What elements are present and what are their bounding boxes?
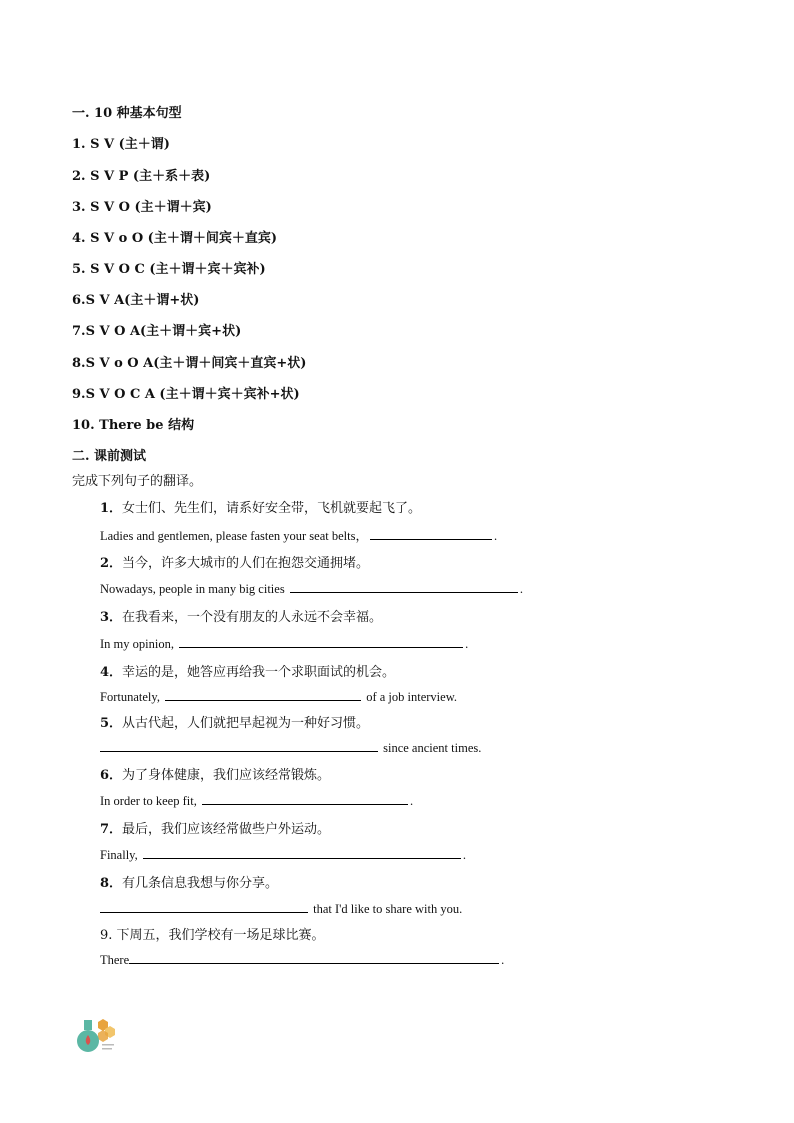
answer-blank-7[interactable] xyxy=(143,846,461,859)
section2-instruction: 完成下列句子的翻译。 xyxy=(72,474,203,489)
question-8-english xyxy=(100,900,462,917)
question-6-chinese xyxy=(100,764,330,783)
question-text: 女士们、先生们，请系好安全带，飞机就要起飞了。 xyxy=(122,501,422,516)
sentence-start: There xyxy=(100,953,130,967)
sentence-end: of a job interview. xyxy=(366,690,458,704)
sentence-start: In my opinion, xyxy=(100,637,174,651)
pattern-1: 1. S V (主＋谓) xyxy=(72,137,170,152)
question-5-chinese xyxy=(100,712,369,731)
question-text: 为了身体健康，我们应该经常锻炼。 xyxy=(122,768,331,783)
sentence-end: . xyxy=(501,953,505,967)
question-4-english xyxy=(100,688,457,705)
sentence-end: . xyxy=(409,794,414,808)
question-3-english xyxy=(100,635,468,652)
pattern-10: 10. There be 结构 xyxy=(72,418,195,433)
question-6-english xyxy=(100,792,413,809)
answer-blank-6[interactable] xyxy=(202,792,408,805)
question-9-chinese xyxy=(100,924,325,943)
pattern-7: 7.S V O A(主＋谓＋宾+状) xyxy=(72,324,242,339)
question-text: 当今，许多大城市的人们在抱怨交通拥堵。 xyxy=(122,556,370,571)
question-text: 有几条信息我想与你分享。 xyxy=(122,876,279,891)
sentence-start: Nowadays, people in many big cities xyxy=(100,582,285,596)
question-text: 从古代起，人们就把早起视为一种好习惯。 xyxy=(122,716,370,731)
question-text: 下周五，我们学校有一场足球比赛。 xyxy=(116,928,325,943)
question-2-english xyxy=(100,580,523,597)
answer-blank-3[interactable] xyxy=(179,635,463,648)
answer-blank-1[interactable] xyxy=(370,527,492,540)
pattern-9: 9.S V O C A (主＋谓＋宾＋宾补+状) xyxy=(72,387,300,402)
sentence-end: since ancient times. xyxy=(383,741,482,755)
pattern-5: 5. S V O C (主＋谓＋宾＋宾补) xyxy=(72,262,266,277)
question-number: 3． xyxy=(100,610,123,625)
sentence-end: . xyxy=(519,582,523,596)
answer-blank-5[interactable] xyxy=(100,739,378,752)
section2-title: 二. 课前测试 xyxy=(72,449,147,464)
sentence-end: that I'd like to share with you. xyxy=(313,902,463,916)
sentence-start: Fortunately, xyxy=(100,690,160,704)
question-1-chinese xyxy=(100,497,421,516)
sentence-start: In order to keep fit, xyxy=(100,794,197,808)
section1-title: 一. 10 种基本句型 xyxy=(72,106,182,121)
question-1-english xyxy=(100,526,497,544)
question-number: 7． xyxy=(100,822,123,837)
pattern-4: 4. S V o O (主＋谓＋间宾＋直宾) xyxy=(72,231,277,246)
question-number: 1． xyxy=(100,501,123,516)
question-number: 2． xyxy=(100,556,123,571)
pattern-3: 3. S V O (主＋谓＋宾) xyxy=(72,200,212,215)
question-text: 幸运的是，她答应再给我一个求职面试的机会。 xyxy=(122,665,396,680)
answer-blank-4[interactable] xyxy=(165,688,361,701)
question-text: 最后，我们应该经常做些户外运动。 xyxy=(122,822,331,837)
sentence-end: . xyxy=(465,637,469,651)
question-9-english xyxy=(100,951,504,968)
question-2-chinese xyxy=(100,552,369,571)
question-number: 5． xyxy=(100,716,123,731)
answer-blank-2[interactable] xyxy=(290,580,518,593)
pattern-8: 8.S V o O A(主＋谓＋间宾＋直宾+状) xyxy=(72,356,307,371)
question-5-english xyxy=(100,739,481,756)
flask-hexagon-logo-icon xyxy=(72,1016,116,1056)
pattern-2: 2. S V P (主＋系＋表) xyxy=(72,169,211,184)
sentence-start: Ladies and gentlemen, please fasten your seat belts， xyxy=(100,529,368,543)
question-number: 8． xyxy=(100,876,123,891)
answer-blank-8[interactable] xyxy=(100,900,308,913)
question-7-chinese xyxy=(100,818,330,837)
question-text: 在我看来，一个没有朋友的人永远不会幸福。 xyxy=(122,610,383,625)
question-3-chinese xyxy=(100,606,382,625)
question-7-english xyxy=(100,846,466,863)
sentence-start: Finally, xyxy=(100,848,138,862)
question-4-chinese xyxy=(100,661,395,680)
question-8-chinese xyxy=(100,872,278,891)
sentence-end: . xyxy=(493,529,498,543)
question-number: 6． xyxy=(100,768,123,783)
question-number: 4． xyxy=(100,665,123,680)
sentence-end: . xyxy=(462,848,466,862)
question-number: 9. xyxy=(100,928,117,943)
pattern-6: 6.S V A(主＋谓+状) xyxy=(72,293,200,308)
answer-blank-9[interactable] xyxy=(129,951,499,964)
